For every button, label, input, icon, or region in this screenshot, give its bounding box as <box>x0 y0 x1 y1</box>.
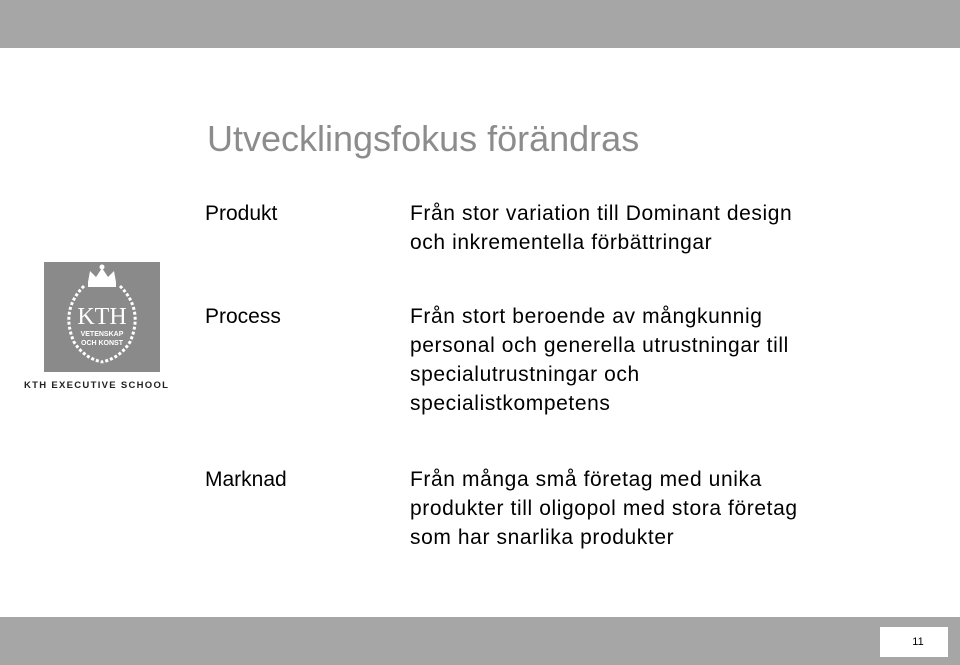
slide-title: Utvecklingsfokus förändras <box>207 118 640 159</box>
kth-seal <box>44 262 160 372</box>
desc-line: specialutrustningar och <box>410 363 640 386</box>
desc-line: Från många små företag med unika <box>410 468 762 491</box>
row-desc-process <box>410 302 789 418</box>
row-label-process: Process <box>205 305 281 328</box>
row-desc-marknad <box>410 465 798 552</box>
desc-line: Från stort beroende av mångkunnig <box>410 305 763 328</box>
top-bar <box>0 0 960 48</box>
row-desc-produkt <box>410 199 792 257</box>
kth-logo <box>24 262 184 397</box>
desc-line: produkter till oligopol med stora företag <box>410 497 798 520</box>
desc-line: som har snarlika produkter <box>410 526 675 549</box>
desc-line: personal och generella utrustningar till <box>410 334 789 357</box>
logo-mark: KTH <box>77 304 127 330</box>
crown-wreath-icon <box>44 262 160 372</box>
logo-seal-text-1: VETENSKAP <box>80 331 124 338</box>
page-number: 11 <box>880 627 948 657</box>
logo-caption: KTH EXECUTIVE SCHOOL <box>24 380 170 391</box>
desc-line: specialistkompetens <box>410 392 611 415</box>
row-label-produkt: Produkt <box>205 202 278 225</box>
bottom-bar <box>0 617 960 665</box>
desc-line: och inkrementella förbättringar <box>410 231 713 254</box>
desc-line: Från stor variation till Dominant design <box>410 202 793 225</box>
logo-seal-text-2: OCH KONST <box>81 340 123 347</box>
row-label-marknad: Marknad <box>205 468 287 491</box>
